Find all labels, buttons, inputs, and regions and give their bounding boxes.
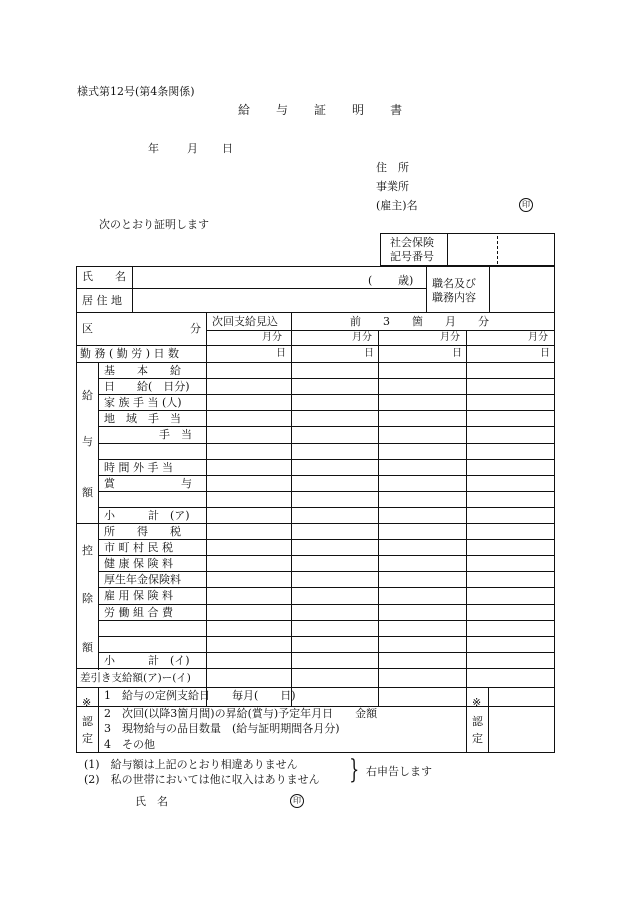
work-days-unit: 日 — [540, 348, 550, 359]
declaration-right-text: 右申告します — [366, 765, 432, 778]
salary-row-label: 日 給( 日分) — [104, 380, 190, 393]
work-days-unit: 日 — [452, 348, 462, 359]
deduction-row-label: 所 得 税 — [104, 525, 181, 538]
title-char: 書 — [390, 103, 403, 117]
social-insurance-label-1: 社会保険 — [390, 236, 434, 249]
salary-row-label: 家 族 手 当 (人) — [104, 396, 182, 409]
next-pay-header-1: 次回支給見込 — [212, 315, 278, 328]
title-char: 与 — [276, 103, 289, 117]
cert-right-mark-icon: ※ — [472, 696, 482, 709]
prev-months-header: 前 3 箇 月 分 — [350, 315, 489, 328]
prev-month-2-unit: 月分 — [440, 332, 460, 343]
category-label-right: 分 — [190, 322, 201, 335]
salary-row-label: 手 当 — [104, 428, 192, 441]
cert-item-1: 1 給与の定例支給日 毎月( 日) — [104, 689, 296, 702]
cert-mark-icon: ※ — [82, 696, 92, 709]
work-days-label: 勤 務 ( 勤 労 ) 日 数 — [80, 347, 180, 360]
title-char: 明 — [352, 103, 365, 117]
deduction-row-label: 小 計 (イ) — [104, 654, 190, 667]
deduction-side-1: 控 — [82, 544, 93, 557]
work-days-unit: 日 — [364, 348, 374, 359]
salary-side-2: 与 — [82, 435, 93, 448]
address-label: 居 住 地 — [82, 294, 122, 307]
job-label-2: 職務内容 — [432, 291, 476, 304]
salary-row-label: 時 間 外 手 当 — [104, 461, 173, 474]
declarant-seal-icon: 印 — [290, 794, 304, 808]
issuer-address-label: 住 所 — [376, 161, 409, 174]
salary-side-1: 給 — [82, 389, 93, 402]
declaration-line-1: (1) 給与額は上記のとおり相違ありません — [84, 758, 298, 771]
cert-right-side-1: 認 — [472, 715, 483, 728]
declaration-line-2: (2) 私の世帯においては他に収入はありません — [84, 773, 320, 786]
salary-row-label: 小 計 (ア) — [104, 509, 190, 522]
brace-icon: } — [349, 755, 360, 785]
title-char: 証 — [314, 103, 327, 117]
issuer-name-label: (雇主)名 — [376, 199, 418, 212]
deduction-row-label: 厚生年金保険料 — [104, 573, 181, 586]
salary-row-label: 地 域 手 当 — [104, 412, 181, 425]
salary-side-3: 額 — [82, 486, 93, 499]
year-label: 年 — [148, 142, 159, 155]
age-open: ( — [368, 274, 373, 287]
issuer-office-label: 事業所 — [376, 180, 409, 193]
day-label: 日 — [222, 142, 233, 155]
page-title — [238, 104, 428, 116]
cert-item-2: 2 次回(以降3箇月間)の昇給(賞与)予定年月日 金額 — [104, 707, 378, 720]
cert-item-3: 3 現物給与の品目数量 (給与証明期間各月分) — [104, 722, 340, 735]
next-pay-month-unit: 月分 — [262, 332, 282, 343]
form-number: 様式第12号(第4条関係) — [77, 85, 195, 98]
work-days-unit: 日 — [276, 348, 286, 359]
deduction-row-label: 雇 用 保 険 料 — [104, 589, 173, 602]
title-char: 給 — [238, 103, 251, 117]
deduction-row-label: 市 町 村 民 税 — [104, 541, 173, 554]
prev-month-1-unit: 月分 — [352, 332, 372, 343]
category-label-left: 区 — [82, 322, 93, 335]
issuer-seal-icon: 印 — [519, 198, 533, 212]
net-pay-label: 差引き支給額(ア)ー(イ) — [80, 672, 191, 684]
deduction-row-label: 労 働 組 合 費 — [104, 606, 173, 619]
age-label: 歳) — [398, 274, 414, 287]
job-label-1: 職名及び — [432, 277, 476, 290]
deduction-side-3: 額 — [82, 641, 93, 654]
name-label: 氏 名 — [82, 270, 126, 283]
cert-right-side-2: 定 — [472, 732, 483, 745]
cert-side-2: 定 — [82, 732, 93, 745]
prev-month-3-unit: 月分 — [528, 332, 548, 343]
declarant-name-label: 氏 名 — [135, 795, 168, 808]
cert-item-4: 4 その他 — [104, 738, 155, 751]
deduction-side-2: 除 — [82, 592, 93, 605]
cert-side-1: 認 — [82, 715, 93, 728]
salary-row-label: 賞 与 — [104, 477, 192, 490]
social-insurance-label-2: 記号番号 — [390, 250, 434, 263]
certify-text: 次のとおり証明します — [99, 218, 209, 231]
salary-row-label: 基 本 給 — [104, 364, 181, 377]
month-label: 月 — [187, 142, 198, 155]
deduction-row-label: 健 康 保 険 料 — [104, 557, 173, 570]
